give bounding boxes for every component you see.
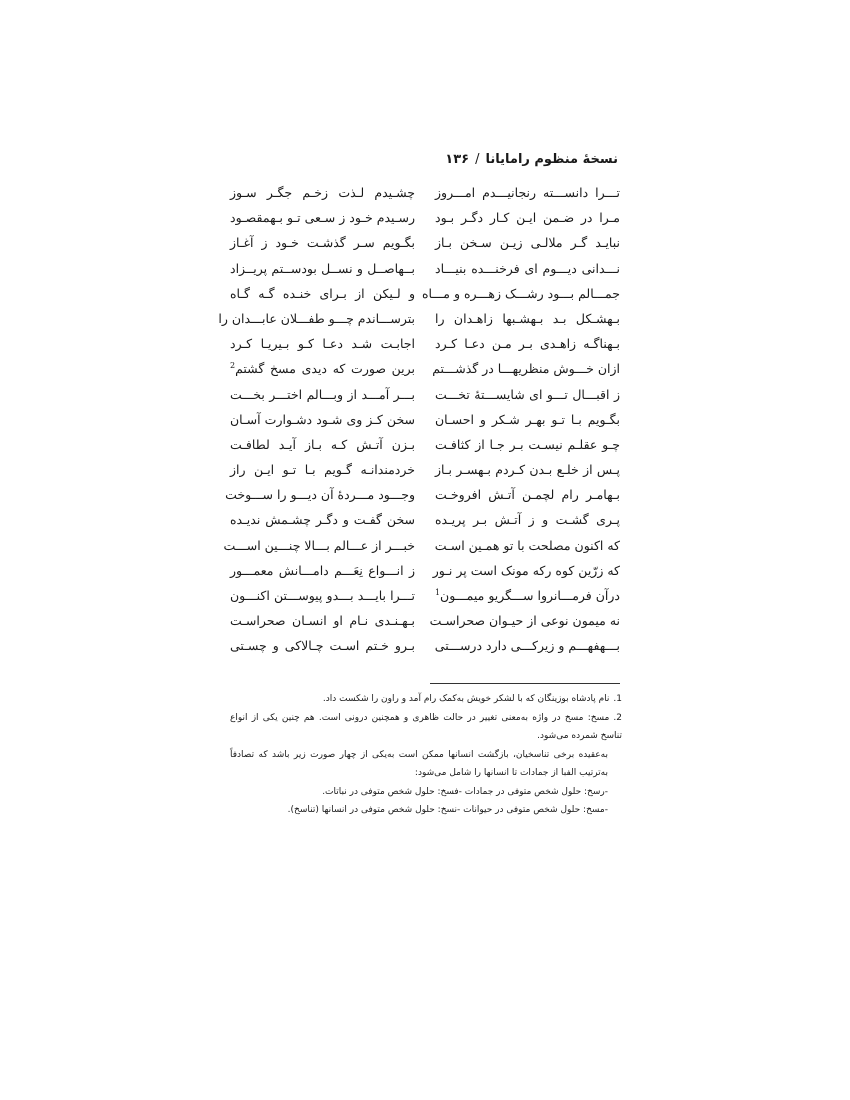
verse-with-footnote <box>230 356 415 381</box>
verse: پـس از خلـع بـدن کـردم بـهسـر بـاز <box>435 462 620 478</box>
poem-right-column <box>421 180 620 659</box>
book-title: نسخهٔ منظوم رامایانا <box>485 152 618 167</box>
footnote-number: 2. <box>613 712 622 723</box>
verse: بــهاصــل و نســل بودســتم پریــزاد <box>230 260 415 276</box>
footnote-2-list-item: -مسخ: حلول شخص متوفی در حیوانات -نسخ: حلول شخص متوفی در انسانها (تناسخ). <box>287 805 608 815</box>
page-number: ۱۳۶ <box>445 152 470 167</box>
poem-left-column <box>218 180 415 659</box>
verse: تـــرا دانســـته رنجانیـــدم امـــروز <box>435 185 620 200</box>
verse-with-footnote <box>435 583 620 608</box>
verse: بـزن آتـش کـه بـاز آیـد لطافـت <box>230 436 415 452</box>
verse: خردمندانـه گـویم بـا تـو ایـن راز <box>230 462 415 478</box>
verse: بـهناگـه زاهـدی بـر مـن دعـا کـرد <box>435 336 620 352</box>
footnote-2-list-item: -رسخ: حلول شخص متوفی در جمادات -فسخ: حلول شخص متوفی در نباتات. <box>322 786 608 797</box>
verse: بگـویم سـر گذشـت خـود ز آغـاز <box>230 235 415 251</box>
verse: تـــرا بایـــد بـــدو پیوســـتن اکنـــون <box>230 588 415 603</box>
verse: که زرّین کوه رکه مونک است پر نـور <box>432 562 620 578</box>
footnote-mark-2: 2 <box>230 361 236 371</box>
verse: که اکنون مصلحت با تو همـین اسـت <box>434 537 620 553</box>
verse: بـرو خـتم اسـت چـالاکی و چسـتی <box>230 638 415 654</box>
verse: نه میمون نوعی از حیـوان صحراسـت <box>429 613 620 629</box>
running-header <box>445 152 618 167</box>
verse: بـهـنـدی نـام او انسـان صحراسـت <box>230 613 415 629</box>
verse: وجـــود مـــردهٔ آن دیـــو را ســـوخت <box>225 487 415 503</box>
verse: سخن گفـت و دگـر چشـمش ندیـده <box>230 512 415 528</box>
verse: و لـیکن از بـرای خنـده گـه گـاه <box>230 285 415 301</box>
verse: ازان خـــوش منظریهـــا در گذشـــتم <box>432 361 620 377</box>
verse: بگـویم بـا تـو بهـر شـکر و احسـان <box>435 411 620 427</box>
footnote-divider <box>430 683 620 684</box>
verse: اجابـت شـد دعـا کـو بـیریـا کـرد <box>230 336 415 352</box>
verse: رسـیدم خـود ز سـعی تـو بـهمقصـود <box>230 210 415 226</box>
verse: پـری گشـت و ز آتـش بـر پریـده <box>435 512 620 528</box>
verse: بـهامـر رام لچمـن آتـش افروخـت <box>435 487 620 503</box>
footnote-mark-1: 1 <box>434 587 441 597</box>
footnote-2 <box>230 709 622 746</box>
verse: بـــهفهـــم و زیرکـــی دارد درســـتی <box>434 638 620 654</box>
header-separator: / <box>475 152 480 167</box>
verse: چـو عقلـم نیسـت بـر جـا از کثافـت <box>435 436 620 452</box>
verse-text: برین صورت که دیدی مسخ گشتم <box>235 361 415 377</box>
verse: ز اقبـــال تـــو ای شایســـتهٔ تخـــت <box>435 386 620 402</box>
footnote-2-paragraph: به‌عقیده برخی تناسخیان، بازگشت انسانها ممکن است به‌یکی از چهار صورت زیر باشد که تصادفاً به‌ترتیب الفبا از جمادات تا انسانها را شامل می‌شود: <box>230 749 608 778</box>
verse: ز انـــواع نِعَـــم دامـــانش معمـــور <box>230 562 415 578</box>
footnote-text: نام پادشاه بوزینگان که با لشکر خویش به‌کمک رام آمد و راون را شکست داد. <box>322 694 610 704</box>
footnote-text: مسخ: مسخ در واژه به‌معنی تغییر در حالت ظاهری و همچنین درونی است. هم چنین یکی از انواع تناسخ شمرده می‌شود. <box>230 712 622 741</box>
verse-text: درآن فرمـــانروا ســـگریو میمـــون <box>440 588 620 603</box>
verse: نـــدانی دیـــوم ای فرخنـــده بنیـــاد <box>435 260 620 276</box>
footnote-number: 1. <box>613 694 622 704</box>
verse: خبـــر از عـــالم بـــالا چنـــین اســـت <box>223 537 415 553</box>
footnotes <box>230 690 622 820</box>
verse: چشـیدم لـذت زخـم جگـر سـوز <box>230 185 415 200</box>
verse: مـرا در ضـمن ایـن کـار دگـر بـود <box>435 210 620 226</box>
footnote-1 <box>230 690 622 709</box>
verse: جمـــالم بـــود رشـــک زهـــره و مـــاه <box>421 285 620 301</box>
verse: بـهشـکل بـد بـهشـبها زاهـدان را <box>435 310 620 326</box>
verse: سخن کـز وی شـود دشـوارت آسـان <box>230 411 415 427</box>
verse: بـــر آمـــد از وبـــالم اختـــر بخـــت <box>230 386 415 402</box>
verse: نبایـد گـر ملالـی زیـن سـخن بـاز <box>435 235 620 251</box>
verse: بترســـاندم چـــو طفـــلان عابـــدان را <box>218 310 415 326</box>
